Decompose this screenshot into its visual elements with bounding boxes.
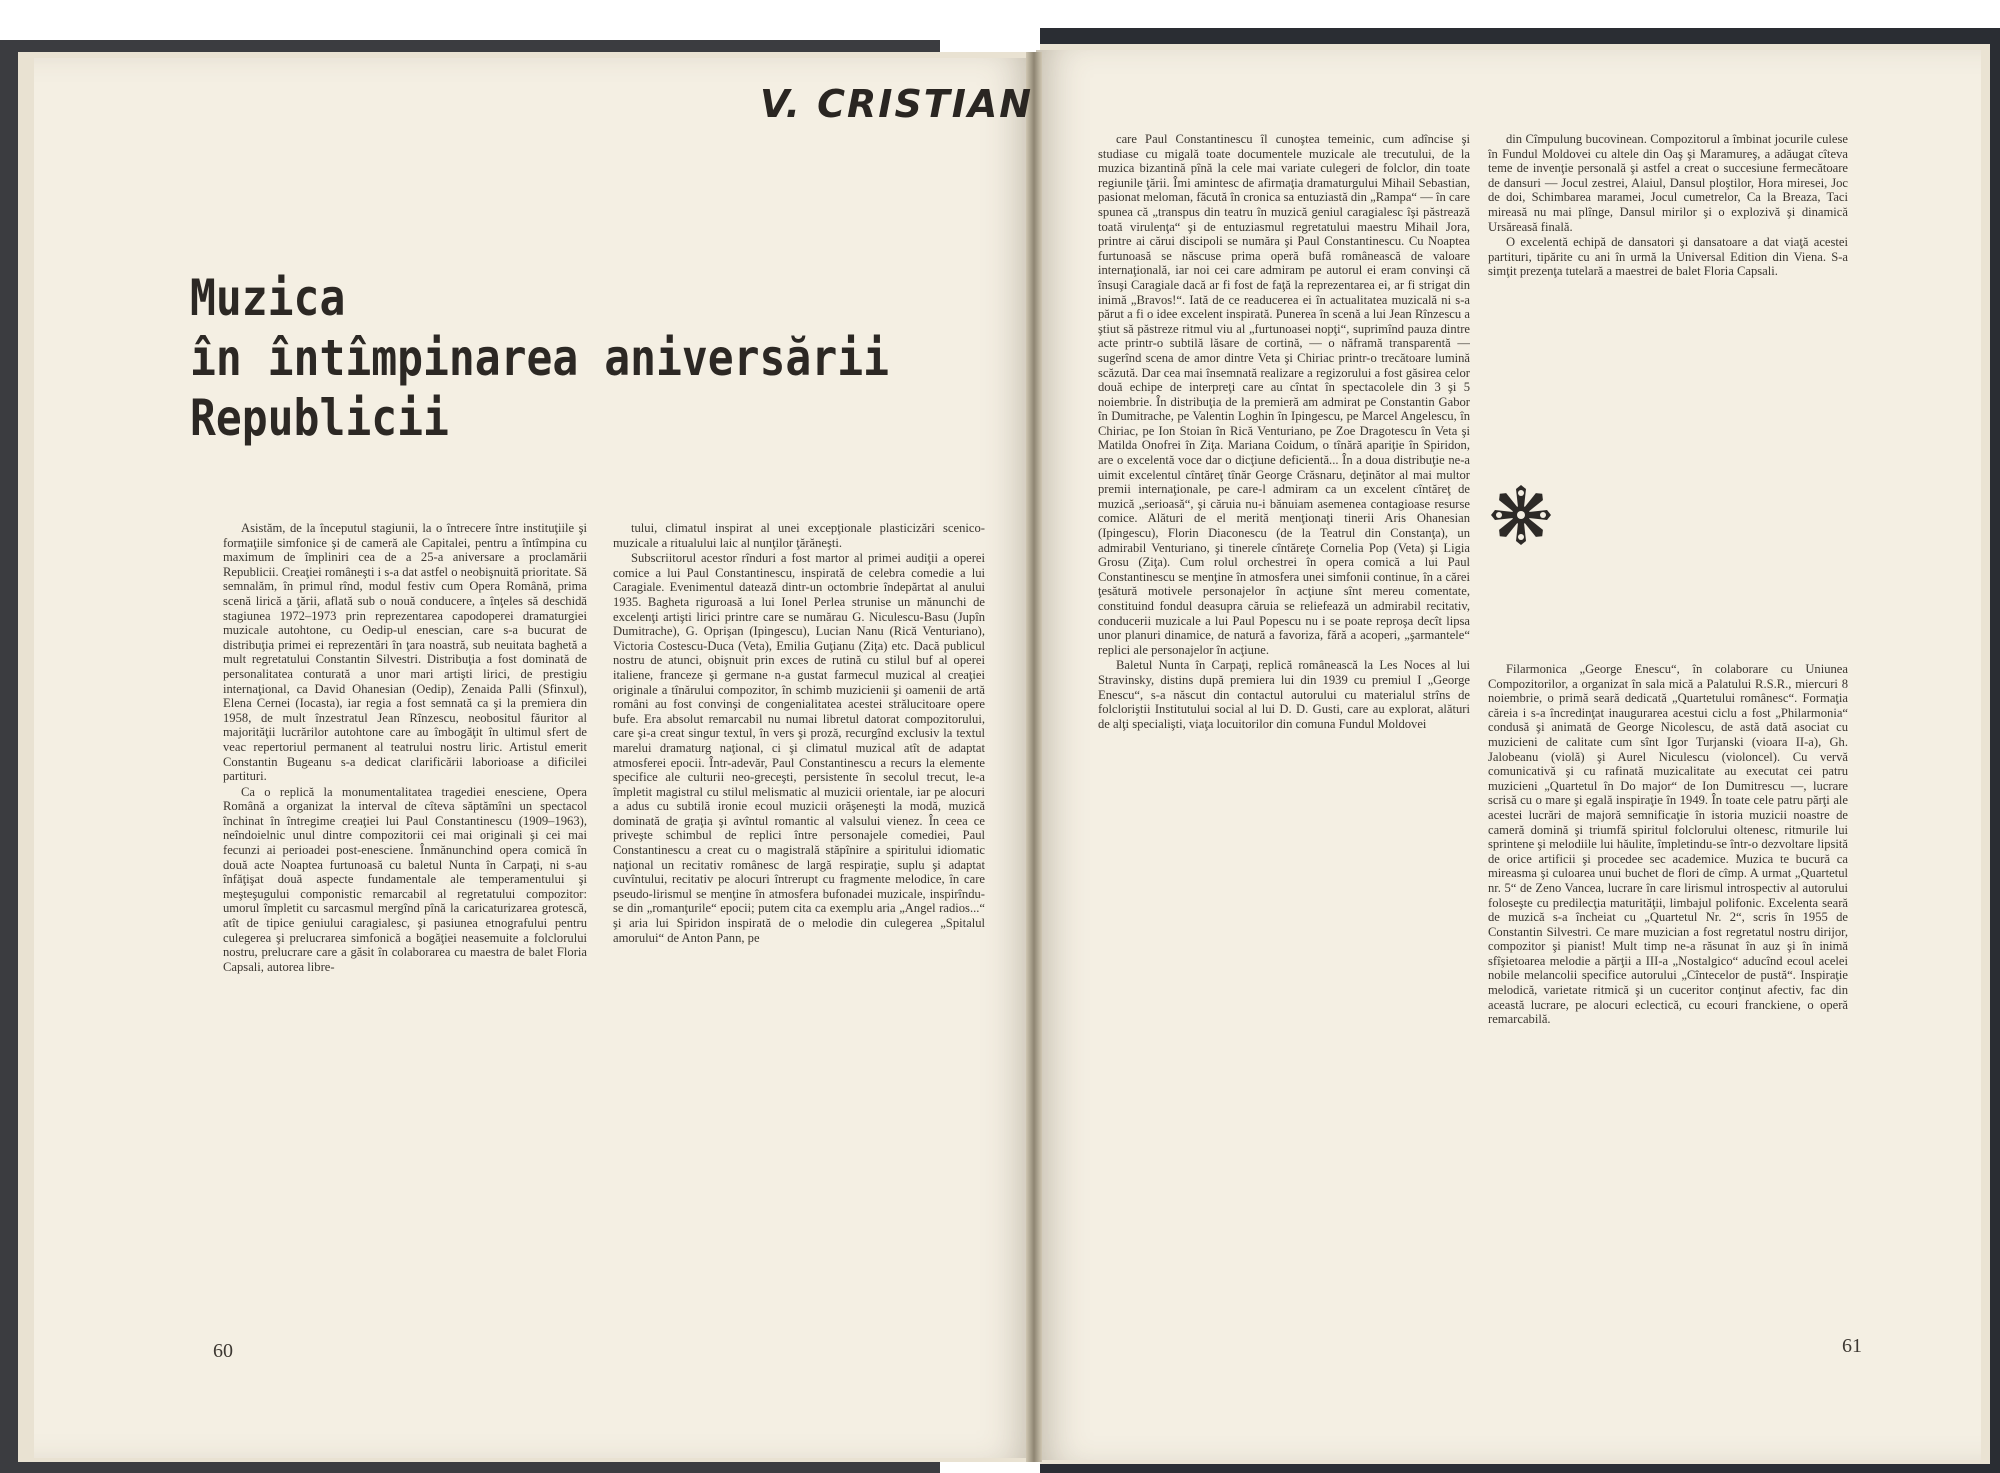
- text-column-4-top: [1488, 132, 1848, 387]
- page-number-left: 60: [213, 1340, 233, 1362]
- article-title: [190, 268, 889, 448]
- paragraph: Ca o replică la monumentalitatea tragediei enesciene, Opera Română a organizat la interval de cîteva săptămîni un spectacol închinat în întregime creaţiei lui Paul Constantinescu (1909–1963), neîndoielnic unul dintre compozitorii cei mai originali şi cei mai fecunzi ai perioadei post-enesciene. Înmănunchind opera comică în două acte Noaptea furtunoasă cu baletul Nunta în Carpaţi, ni s-au înfăţişat două aspecte fundamentale ale temperamentului şi meşteşugului componistic remarcabil al regretatului compozitor: umorul împletit cu sarcasmul mergînd pînă la caricaturizarea grotescă, atît de tipice geniului caragialesc, şi pasiunea etnografului pentru culegerea şi prelucrarea simfonică a bogăţiei neasemuite a folclorului nostru, prelucrare care a găsit în colaborarea cu maestra de balet Floria Capsali, autorea libre-: [223, 784, 587, 974]
- paragraph: din Cîmpulung bucovinean. Compozitorul a îmbinat jocurile culese în Fundul Moldovei cu altele din Oaş şi Maramureş, a adăugat cîteva teme de invenţie personală şi astfel a creat o succesiune fermecătoare de dansuri — Jocul zestrei, Alaiul, Dansul ploştilor, Hora miresei, Joc de doi, Schimbarea maramei, Jocul cumetrelor, Ca la Breaza, Taci mireasă nu mai plînge, Dansul mirilor şi o explozivă şi dinamică Ursăreasă finală.: [1488, 132, 1848, 234]
- text-column-2: [613, 521, 985, 1348]
- paragraph: care Paul Constantinescu îl cunoştea temeinic, cum adîncise şi studiase cu migală toate documentele muzicale ale trecutului, de la muzica bizantină pînă la cele mai variate culegeri de folclor, din toate regiunile ţării. Îmi amintesc de afirmaţia dramaturgului Mihail Sebastian, pasionat meloman, făcută în cronica sa entuziastă din „Rampa“ — în care spunea că „transpus din teatru în muzică geniul caragialesc îşi păstrează toată virulenţa“ şi de entuziasmul regretatului maestru Mihail Jora, printre ai cărui discipoli se număra şi Paul Constantinescu. Cu Noaptea furtunoasă se născuse prima operă bufă românească de valoare internaţională, iar noi cei care admiram pe autorul ei eram convinşi că însuşi Caragiale dacă ar fi fost de faţă la reprezentarea ei, ar fi strigat din inimă „Bravos!“. Iată de ce readucerea ei în actualitatea muzicală ni s-a părut a fi o idee excelent inspirată. Punerea în scenă a lui Jean Rînzescu a ştiut să păstreze ritmul viu al „furtunoasei nopţi“, suprimînd pauza dintre acte printr-o subtilă lăsare de cortină, — o năframă transparentă — sugerînd scena de amor dintre Veta şi Chiriac printr-o trecătoare lumină scăzută. Dar cea mai însemnată realizare a regizorului a fost găsirea celor două echipe de interpreţi care au cîntat în spectacolele din 3 şi 5 noiembrie. În distribuţia de la premieră am admirat pe Constantin Gabor în Dumitrache, pe Valentin Loghin în Ipingescu, pe Marcel Angelescu, în Chiriac, pe Ion Stoian în Rică Venturiano, pe Zoe Dragotescu în Veta şi Matilda Onofrei în Ziţa. Mariana Coidum, o tînără apariţie în Spiridon, are o excelentă voce dar o dicţiune deficientă... În a doua distribuţie ne-a uimit excelentul cîntăreţ tînăr George Crăsnaru, deţinător al mai multor premii internaţionale, pe care-l admiram ca un excelent cîntăreţ de muzică „serioasă“, şi căruia nu-i bănuiam asemenea contagioase resurse comice. Alături de el merită menţionaţi tinerii Aris Ohanesian (Ipingescu), Florin Diaconescu (de la Teatrul din Constanţa), un admirabil Venturiano, şi tinerele cîntăreţe Cornelia Pop (Veta) şi Ligia Grosu (Ziţa). Cum rolul orchestrei în opera comică a lui Paul Constantinescu se menţine în atmosfera unei simfonii continue, în a cărei ţesătură motivele personajelor în acţiune sînt mereu comentate, constituind fondul deasupra căruia se reliefează un admirabil recitativ, conducerii muzicale a lui Paul Popescu nu i se poate reproşa decît lipsa unor planuri dinamice, de natură a favoriza, fără a acoperi, „şarmantele“ replici ale personajelor în acţiune.: [1098, 132, 1470, 657]
- paragraph: Filarmonica „George Enescu“, în colaborare cu Uniunea Compozitorilor, a organizat în sala mică a Palatului R.S.R., miercuri 8 noiembrie, o primă seară dedicată „Quartetului românesc“. Formaţia căreia i s-a încredinţat inaugurarea acestui ciclu a fost „Philarmonia“ condusă şi animată de George Nicolescu, de astă dată asociat cu muzicieni de calitate cum sînt Igor Turjanski (vioara II-a), Gh. Jalobeanu (violă) şi Aurel Niculescu (violoncel). Cu vervă comunicativă şi cu rafinată muzicalitate au executat cei patru muzicieni „Quartetul în Do major“ de Ion Dumitrescu —, lucrare scrisă cu o mare şi egală inspiraţie în 1949. În toate cele patru părţi ale acestei lucrări de majoră semnificaţie în istoria muzicii noastre de cameră domină şi triumfă spiritul folclorului oltenesc, ritmurile lui sprintene şi melodiile lui hăulite, împletindu-se într-o dezvoltare lipsită de orice artificii şi procedee sec academice. Muzica te bucură ca mireasma şi culoarea unui buchet de flori de cîmp. A urmat „Quartetul nr. 5“ de Zeno Vancea, lucrare în care lirismul introspectiv al autorului foloseşte cu predilecţia maturităţii, limbajul polifonic. Excelenta seară de muzică s-a încheiat cu „Quartetul Nr. 2“, scris în 1955 de Constantin Silvestri. Ce mare muzician a fost regretatul nostru dirijor, compozitor şi pianist! Mult timp ne-a răsunat în auz şi în inimă sfîşietoarea melodie a părţii a III-a „Nostalgico“ aducînd ecoul acelei nobile melancolii specifice autorului „Cîntecelor de pustă“. Inspiraţie melodică, varietate ritmică şi un cuceritor conţinut afectiv, fac din această lucrare, pe alocuri eclectică, cu ecouri franckiene, o operă remarcabilă.: [1488, 662, 1848, 1027]
- title-line: Republicii: [190, 389, 449, 447]
- paragraph: tului, climatul inspirat al unei excepţionale plasticizări scenico-muzicale a ritualului laic al nunţilor ţărăneşti.: [613, 521, 985, 550]
- book-gutter: [1026, 52, 1042, 1462]
- text-column-4-bottom: [1488, 662, 1848, 1327]
- text-column-1: [223, 521, 587, 1348]
- paragraph: Asistăm, de la începutul stagiunii, la o întrecere între instituţiile şi formaţiile simfonice şi de cameră ale Capitalei, pentru a întîmpina cu maximum de împliniri cea de a 25-a aniversare a proclamării Republicii. Creaţiei româneşti i s-a dat astfel o neobişnuită prioritate. Să semnalăm, în primul rînd, modul festiv cum Opera Română, prima scenă lirică a ţării, aflată sub o nouă conducere, a înţeles să deschidă stagiunea 1972–1973 prin reprezentarea capodoperei dramaturgiei muzicale autohtone, cu Oedip-ul enescian, care s-a bucurat de distribuţia primei ei reprezentări în ţara noastră, sub neuitata baghetă a mult regretatului Constantin Silvestri. Distribuţia a fost dominată de personalitatea conturată a unor mari artişti lirici, de prestigiu internaţional, ca David Ohanesian (Oedip), Zenaida Palli (Sfinxul), Elena Cernei (Iocasta), iar regia a fost semnată ca şi la premiera din 1958, de mult înzestratul Jean Rînzescu, neobositul făuritor al majorităţii lucrărilor autohtone care au îmbogăţit în ultimul sfert de veac repertoriul permanent al teatrului nostru liric. Artistul emerit Constantin Bugeanu s-a dedicat clarificării laborioase a dificilei partituri.: [223, 521, 587, 784]
- page-number-right: 61: [1842, 1335, 1862, 1357]
- text-column-3: [1098, 132, 1470, 1312]
- title-line: Muzica: [190, 269, 346, 327]
- title-line: în întîmpinarea aniversării: [190, 329, 889, 387]
- asterisk-ornament-icon: [1490, 484, 1552, 546]
- article-author: V. CRISTIAN: [760, 82, 1034, 126]
- paragraph: Subscriitorul acestor rînduri a fost martor al primei audiţii a operei comice a lui Paul Constantinescu, inspirată de celebra comedie a lui Caragiale. Evenimentul datează dintr-un octombrie îndepărtat al anului 1935. Bagheta riguroasă a lui Ionel Perlea strunise un mănunchi de excelenţi artişti lirici printre care se numărau G. Niculescu-Basu (Jupîn Dumitrache), G. Oprişan (Ipingescu), Lucian Nanu (Rică Venturiano), Victoria Costescu-Duca (Veta), Emilia Guţianu (Ziţa) etc. Dacă publicul nostru de atunci, obişnuit prin exces de rutină cu stilul buf al operei italiene, franceze şi germane n-a gustat farmecul muzical al creaţiei originale a tînărului compozitor, în schimb muzicienii şi oamenii de artă români au fost convinşi de congenialitatea acestei strălucitoare opere bufe. Era absolut remarcabil nu numai libretul datorat compozitorului, care şi-a creat singur textul, în vers şi proză, recurgînd exclusiv la textul marelui dramaturg naţional, ci şi climatul muzical atît de adaptat atmosferei epocii. Într-adevăr, Paul Constantinescu a recurs la elemente specifice ale culturii neo-greceşti, persistente în secolul trecut, le-a împletit magistral cu stilul melismatic al muzicii orientale, iar pe alocuri a adus cu subtilă ironie ecoul muzicii orăşeneşti la modă, muzică dominată de graţia şi avîntul romantic al valsului vienez. În ceea ce priveşte schimbul de replici între personajele comediei, Paul Constantinescu a creat cu o magistrală stăpînire a spiritului idiomatic naţional un recitativ românesc de largă respiraţie, suplu şi adaptat cuvîntului, recitativ pe alocuri întrerupt cu fragmente melodice, în care pseudo-lirismul se menţine în atmosfera bufonadei muzicale, inspirîndu-se din „romanţurile“ epocii; putem cita ca exemplu aria „Angel radios...“ şi aria lui Spiridon inspirată de o melodie din culegerea „Spitalul amorului“ de Anton Pann, pe: [613, 551, 985, 945]
- paragraph: Baletul Nunta în Carpaţi, replică românească la Les Noces al lui Stravinsky, distins după premiera lui din 1939 cu premiul I „George Enescu“, s-a născut din contactul autorului cu materialul strîns de folcloriştii Institutului social al lui D. D. Gusti, care au explorat, alături de alţi specialişti, viaţa locuitorilor din comuna Fundul Moldovei: [1098, 658, 1470, 731]
- paragraph: O excelentă echipă de dansatori şi dansatoare a dat viaţă acestei partituri, tipărite cu ani în urmă la Universal Edition din Viena. S-a simţit prezenţa tutelară a maestrei de balet Floria Capsali.: [1488, 235, 1848, 279]
